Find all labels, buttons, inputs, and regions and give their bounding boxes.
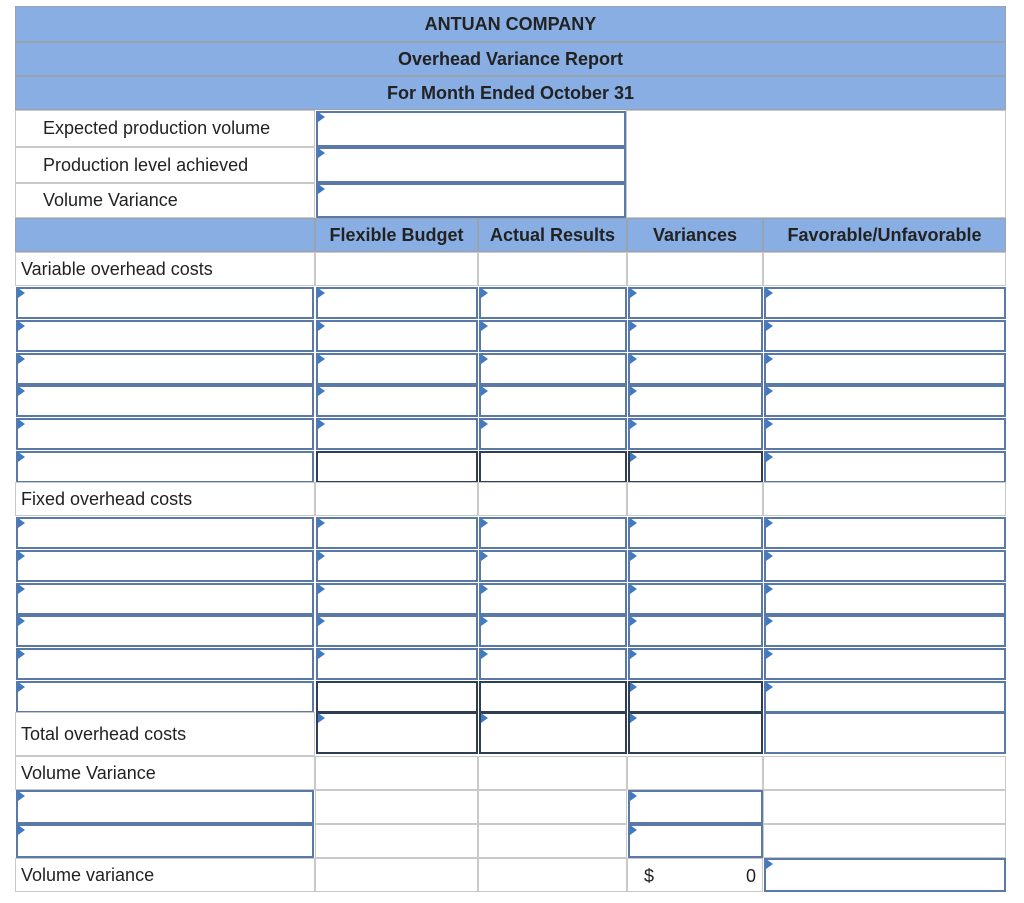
variable-overhead-row-5-label-input[interactable]	[16, 418, 314, 450]
total-variances-input[interactable]	[628, 712, 763, 754]
fixed-overhead-row-2-label-input[interactable]	[16, 550, 314, 582]
production-achieved-input[interactable]	[316, 147, 626, 183]
volume-variance-capacity-label: Volume Variance	[15, 183, 315, 218]
blank-cell	[315, 790, 478, 824]
variable-overhead-row-5-flexible-budget-input[interactable]	[316, 418, 478, 450]
fixed-overhead-row-6-label-input[interactable]	[16, 681, 314, 713]
column-header-favorable-unfavorable: Favorable/Unfavorable	[763, 218, 1006, 252]
report-period: For Month Ended October 31	[15, 76, 1006, 110]
fixed-overhead-row-2-flexible-budget-input[interactable]	[316, 550, 478, 582]
blank-cell	[763, 482, 1006, 516]
fixed-overhead-row-4-variances-input[interactable]	[628, 615, 763, 647]
column-header-flexible-budget: Flexible Budget	[315, 218, 478, 252]
fixed-overhead-row-4-favorable-unfavorable-input[interactable]	[764, 615, 1006, 647]
fixed-overhead-row-4-label-input[interactable]	[16, 615, 314, 647]
fixed-overhead-row-5-variances-input[interactable]	[628, 648, 763, 680]
blank-area	[626, 110, 1006, 218]
variable-overhead-row-5-actual-results-input[interactable]	[479, 418, 627, 450]
total-actual-results-input[interactable]	[479, 712, 627, 754]
blank-cell	[478, 482, 627, 516]
total-flexible-budget-input[interactable]	[316, 712, 478, 754]
variable-overhead-row-2-actual-results-input[interactable]	[479, 320, 627, 352]
variable-overhead-row-2-favorable-unfavorable-input[interactable]	[764, 320, 1006, 352]
variable-overhead-row-4-variances-input[interactable]	[628, 385, 763, 417]
fixed-overhead-row-6-variances-input[interactable]	[628, 681, 763, 713]
variable-overhead-row-5-favorable-unfavorable-input[interactable]	[764, 418, 1006, 450]
blank-cell	[763, 824, 1006, 858]
blank-cell	[627, 252, 763, 286]
total-favorable-unfavorable-input[interactable]	[764, 712, 1006, 754]
fixed-overhead-row-6-favorable-unfavorable-input[interactable]	[764, 681, 1006, 713]
expected-production-input[interactable]	[316, 111, 626, 147]
variable-overhead-row-3-actual-results-input[interactable]	[479, 353, 627, 385]
variable-overhead-row-1-flexible-budget-input[interactable]	[316, 287, 478, 319]
variable-overhead-row-1-favorable-unfavorable-input[interactable]	[764, 287, 1006, 319]
blank-cell	[478, 252, 627, 286]
variable-overhead-row-6-flexible-budget-input[interactable]	[316, 451, 478, 483]
variable-overhead-row-3-variances-input[interactable]	[628, 353, 763, 385]
variable-overhead-row-6-actual-results-input[interactable]	[479, 451, 627, 483]
blank-cell	[315, 756, 478, 790]
fixed-overhead-row-3-actual-results-input[interactable]	[479, 583, 627, 615]
variable-overhead-row-4-actual-results-input[interactable]	[479, 385, 627, 417]
volume-variance-row2-label-input[interactable]	[16, 824, 314, 858]
expected-production-label: Expected production volume	[15, 110, 315, 147]
fixed-overhead-row-1-variances-input[interactable]	[628, 517, 763, 549]
fixed-overhead-row-3-label-input[interactable]	[16, 583, 314, 615]
variable-overhead-row-2-variances-input[interactable]	[628, 320, 763, 352]
blank-cell	[763, 756, 1006, 790]
fixed-overhead-title: Fixed overhead costs	[15, 482, 315, 516]
variable-overhead-row-1-variances-input[interactable]	[628, 287, 763, 319]
fixed-overhead-row-2-actual-results-input[interactable]	[479, 550, 627, 582]
fixed-overhead-row-2-variances-input[interactable]	[628, 550, 763, 582]
fixed-overhead-row-4-flexible-budget-input[interactable]	[316, 615, 478, 647]
variable-overhead-row-2-flexible-budget-input[interactable]	[316, 320, 478, 352]
blank-cell	[315, 858, 478, 892]
fixed-overhead-row-5-label-input[interactable]	[16, 648, 314, 680]
blank-cell	[478, 824, 627, 858]
fixed-overhead-row-1-actual-results-input[interactable]	[479, 517, 627, 549]
currency-symbol: $	[644, 866, 655, 886]
variable-overhead-row-6-label-input[interactable]	[16, 451, 314, 483]
blank-cell	[315, 824, 478, 858]
fixed-overhead-row-5-flexible-budget-input[interactable]	[316, 648, 478, 680]
blank-cell	[478, 756, 627, 790]
fixed-overhead-row-6-flexible-budget-input[interactable]	[316, 681, 478, 713]
fixed-overhead-row-3-variances-input[interactable]	[628, 583, 763, 615]
fixed-overhead-row-6-actual-results-input[interactable]	[479, 681, 627, 713]
blank-cell	[627, 482, 763, 516]
fixed-overhead-row-4-actual-results-input[interactable]	[479, 615, 627, 647]
fixed-overhead-row-3-flexible-budget-input[interactable]	[316, 583, 478, 615]
blank-cell	[315, 252, 478, 286]
volume-variance-row1-label-input[interactable]	[16, 790, 314, 824]
blank-cell	[315, 482, 478, 516]
column-header-blank	[15, 218, 315, 252]
company-name: ANTUAN COMPANY	[15, 6, 1006, 42]
variable-overhead-row-3-label-input[interactable]	[16, 353, 314, 385]
blank-cell	[627, 756, 763, 790]
fixed-overhead-row-3-favorable-unfavorable-input[interactable]	[764, 583, 1006, 615]
fixed-overhead-row-5-favorable-unfavorable-input[interactable]	[764, 648, 1006, 680]
column-header-variances: Variances	[627, 218, 763, 252]
production-achieved-label: Production level achieved	[15, 147, 315, 183]
volume-variance-total-value: 0	[745, 866, 756, 886]
variable-overhead-row-1-label-input[interactable]	[16, 287, 314, 319]
variable-overhead-row-4-label-input[interactable]	[16, 385, 314, 417]
report-title: Overhead Variance Report	[15, 42, 1006, 76]
fixed-overhead-row-5-actual-results-input[interactable]	[479, 648, 627, 680]
variable-overhead-row-6-favorable-unfavorable-input[interactable]	[764, 451, 1006, 483]
column-header-actual-results: Actual Results	[478, 218, 627, 252]
volume-variance-final-label: Volume variance	[15, 858, 315, 892]
volume-variance-row1-amount-input[interactable]	[628, 790, 763, 824]
variable-overhead-row-4-flexible-budget-input[interactable]	[316, 385, 478, 417]
volume-variance-favorable-unfavorable-input[interactable]	[764, 858, 1006, 892]
volume-variance-total-cell	[627, 858, 763, 892]
fixed-overhead-row-1-favorable-unfavorable-input[interactable]	[764, 517, 1006, 549]
fixed-overhead-row-1-label-input[interactable]	[16, 517, 314, 549]
blank-cell	[763, 790, 1006, 824]
variable-overhead-row-6-variances-input[interactable]	[628, 451, 763, 483]
volume-variance-heading: Volume Variance	[15, 756, 315, 790]
variable-overhead-row-3-favorable-unfavorable-input[interactable]	[764, 353, 1006, 385]
variable-overhead-row-1-actual-results-input[interactable]	[479, 287, 627, 319]
variable-overhead-title: Variable overhead costs	[15, 252, 315, 286]
fixed-overhead-row-2-favorable-unfavorable-input[interactable]	[764, 550, 1006, 582]
blank-cell	[763, 252, 1006, 286]
variable-overhead-row-2-label-input[interactable]	[16, 320, 314, 352]
variable-overhead-row-5-variances-input[interactable]	[628, 418, 763, 450]
variable-overhead-row-3-flexible-budget-input[interactable]	[316, 353, 478, 385]
volume-variance-row2-amount-input[interactable]	[628, 824, 763, 858]
blank-cell	[478, 790, 627, 824]
fixed-overhead-row-1-flexible-budget-input[interactable]	[316, 517, 478, 549]
variable-overhead-row-4-favorable-unfavorable-input[interactable]	[764, 385, 1006, 417]
blank-cell	[478, 858, 627, 892]
total-overhead-label: Total overhead costs	[15, 712, 315, 756]
volume-variance-capacity-input[interactable]	[316, 183, 626, 218]
